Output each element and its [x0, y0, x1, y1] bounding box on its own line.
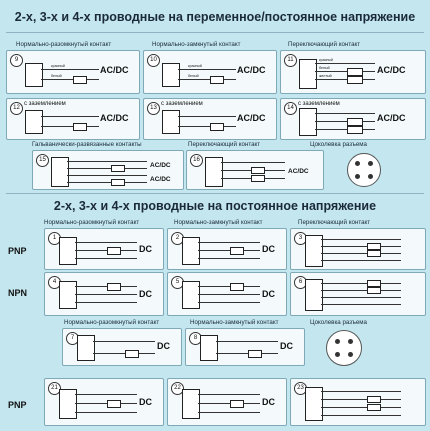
wire-label: красный	[51, 64, 65, 68]
wire	[75, 294, 137, 295]
load-resistor	[107, 247, 121, 255]
wire	[315, 113, 375, 114]
diagram-15	[32, 150, 184, 190]
wire-label: красный	[319, 58, 333, 62]
load-resistor	[210, 76, 224, 84]
voltage-label: DC	[139, 244, 152, 254]
pin	[348, 352, 353, 357]
wire	[198, 294, 260, 295]
load-resistor	[107, 283, 121, 291]
wire	[198, 250, 260, 251]
load-resistor	[347, 76, 363, 84]
diagram-number: 23	[294, 382, 307, 395]
wire	[75, 403, 137, 404]
diagram-number: 10	[147, 54, 160, 67]
load-resistor	[73, 76, 87, 84]
s1-nc-label: Нормально-замкнутый контакт	[152, 41, 241, 48]
divider	[6, 32, 424, 33]
ground-label: с заземлением	[298, 101, 340, 107]
npn-label: NPN	[8, 288, 28, 298]
wire	[321, 391, 401, 392]
voltage-label: AC/DC	[237, 65, 266, 75]
load-resistor	[251, 167, 265, 174]
voltage-label: DC	[139, 289, 152, 299]
diagram-number: 9	[10, 54, 23, 67]
wire	[315, 121, 375, 122]
wire	[75, 412, 137, 413]
pin	[355, 174, 360, 179]
wire	[178, 126, 236, 127]
pnp2-label: PNP	[8, 400, 27, 410]
pin	[368, 174, 373, 179]
voltage-label: AC/DC	[237, 113, 266, 123]
s2-nc2-label: Нормально-замкнутый контакт	[190, 319, 279, 326]
wire	[198, 242, 260, 243]
diagram-number: 1	[48, 232, 61, 245]
wire	[178, 69, 236, 70]
diagram-number: 21	[48, 382, 61, 395]
diagram-number: 16	[190, 154, 203, 167]
diagram-21	[44, 378, 164, 426]
diagram-number: 3	[294, 232, 307, 245]
voltage-label: AC/DC	[288, 168, 309, 175]
wire	[93, 341, 155, 342]
wire	[198, 394, 260, 395]
wire-label: белый	[188, 74, 199, 78]
connector-pinout-2	[326, 330, 362, 366]
load-resistor	[367, 404, 381, 411]
diagram-23	[290, 378, 426, 426]
diagram-number: 8	[189, 332, 202, 345]
sensor-box	[162, 63, 180, 87]
diagram-5	[167, 272, 287, 316]
sensor-box	[162, 110, 180, 134]
diagram-7	[62, 328, 182, 366]
diagram-number: 6	[294, 276, 307, 289]
wire	[321, 399, 401, 400]
s2-sw-label: Переключающий контакт	[298, 219, 371, 226]
s1-sw-label: Переключающий контакт	[288, 41, 361, 48]
connector-pinout	[347, 153, 381, 187]
s1-pin-label: Цоколевка разъема	[310, 141, 367, 148]
load-resistor	[347, 118, 363, 126]
diagram-number: 22	[171, 382, 184, 395]
wire-label: красный	[188, 64, 202, 68]
wire	[321, 246, 401, 247]
diagram-13	[143, 98, 277, 140]
load-resistor	[251, 175, 265, 182]
diagram-9	[6, 50, 140, 94]
wire	[178, 79, 236, 80]
wire	[198, 403, 260, 404]
diagram-2	[167, 228, 287, 270]
load-resistor	[107, 400, 121, 408]
wire	[321, 239, 401, 240]
wire	[321, 290, 401, 291]
load-resistor	[367, 287, 381, 294]
diagram-number: 4	[48, 276, 61, 289]
divider	[6, 193, 424, 194]
diagram-22	[167, 378, 287, 426]
diagram-number: 13	[147, 102, 160, 115]
wire	[198, 286, 260, 287]
voltage-label: AC/DC	[377, 65, 406, 75]
diagram-6	[290, 272, 426, 316]
wire	[41, 126, 99, 127]
wire	[67, 175, 147, 176]
pnp-label: PNP	[8, 246, 27, 256]
wire	[67, 168, 147, 169]
diagram-number: 7	[66, 332, 79, 345]
wire	[198, 412, 260, 413]
diagram-3	[290, 228, 426, 270]
voltage-label: AC/DC	[150, 162, 171, 169]
voltage-label: DC	[280, 341, 293, 351]
load-resistor	[230, 400, 244, 408]
diagram-number: 15	[36, 154, 49, 167]
wire	[67, 182, 147, 183]
sensor-box	[200, 335, 218, 361]
pin	[368, 161, 373, 166]
s1-no-label: Нормально-разомкнутый контакт	[16, 41, 112, 48]
wire	[315, 129, 375, 130]
wire	[93, 353, 155, 354]
wire	[315, 63, 375, 64]
pin	[355, 161, 360, 166]
diagram-1	[44, 228, 164, 270]
wire	[216, 341, 278, 342]
wire	[321, 304, 401, 305]
diagram-14	[280, 98, 426, 140]
load-resistor	[111, 179, 125, 186]
wire	[67, 161, 147, 162]
load-resistor	[367, 243, 381, 250]
s2-nc-label: Нормально-замкнутый контакт	[174, 219, 263, 226]
voltage-label: DC	[157, 341, 170, 351]
voltage-label: AC/DC	[150, 176, 171, 183]
wire	[221, 162, 285, 163]
wire-label: желтый	[319, 74, 332, 78]
wire	[75, 286, 137, 287]
load-resistor	[367, 280, 381, 287]
wire	[321, 283, 401, 284]
section2-title: 2-х, 3-х и 4-х проводные на постоянное напряжение	[53, 199, 377, 213]
pin	[335, 352, 340, 357]
diagram-number: 2	[171, 232, 184, 245]
s2-no2-label: Нормально-разомкнутый контакт	[64, 319, 160, 326]
wire	[75, 302, 137, 303]
wire	[75, 258, 137, 259]
wire	[321, 297, 401, 298]
wire	[75, 250, 137, 251]
voltage-label: DC	[139, 397, 152, 407]
wire	[41, 79, 99, 80]
voltage-label: DC	[262, 289, 275, 299]
voltage-label: AC/DC	[377, 113, 406, 123]
wire	[321, 407, 401, 408]
load-resistor	[230, 283, 244, 291]
pin	[348, 339, 353, 344]
sensor-box	[25, 110, 43, 134]
diagram-12	[6, 98, 140, 140]
sensor-box	[25, 63, 43, 87]
load-resistor	[248, 350, 262, 358]
diagram-number: 14	[284, 102, 297, 115]
wire	[41, 69, 99, 70]
wire	[198, 302, 260, 303]
wire	[178, 116, 236, 117]
wire	[41, 116, 99, 117]
voltage-label: DC	[262, 397, 275, 407]
voltage-label: AC/DC	[100, 113, 129, 123]
wire	[321, 253, 401, 254]
wire	[315, 79, 375, 80]
load-resistor	[210, 123, 224, 131]
voltage-label: AC/DC	[100, 65, 129, 75]
pin	[335, 339, 340, 344]
ground-label: с заземлением	[24, 101, 66, 107]
wire	[321, 260, 401, 261]
diagram-4	[44, 272, 164, 316]
load-resistor	[73, 123, 87, 131]
diagram-number: 11	[284, 54, 297, 67]
wire	[198, 258, 260, 259]
wire	[321, 415, 401, 416]
diagram-10	[143, 50, 277, 94]
diagram-11	[280, 50, 426, 94]
wire	[75, 242, 137, 243]
load-resistor	[125, 350, 139, 358]
diagram-number: 5	[171, 276, 184, 289]
wire	[216, 353, 278, 354]
section1-title: 2-х, 3-х и 4-х проводные на переменное/постоянное напряжение	[14, 10, 416, 24]
wire-label: белый	[319, 66, 330, 70]
sensor-box	[77, 335, 95, 361]
diagram-number: 12	[10, 102, 23, 115]
diagram-16	[186, 150, 324, 190]
load-resistor	[347, 68, 363, 76]
load-resistor	[111, 165, 125, 172]
s1-iso-label: Гальванически-развязанные контакты	[32, 141, 142, 148]
wire	[75, 394, 137, 395]
s1-sw2-label: Переключающий контакт	[188, 141, 261, 148]
load-resistor	[367, 396, 381, 403]
diagram-8	[185, 328, 305, 366]
wire-label: белый	[51, 74, 62, 78]
wire	[315, 71, 375, 72]
load-resistor	[347, 126, 363, 134]
load-resistor	[230, 247, 244, 255]
s2-no-label: Нормально-разомкнутый контакт	[44, 219, 140, 226]
ground-label: с заземлением	[161, 101, 203, 107]
load-resistor	[367, 250, 381, 257]
s2-pin-label: Цоколевка разъема	[310, 319, 367, 326]
voltage-label: DC	[262, 244, 275, 254]
